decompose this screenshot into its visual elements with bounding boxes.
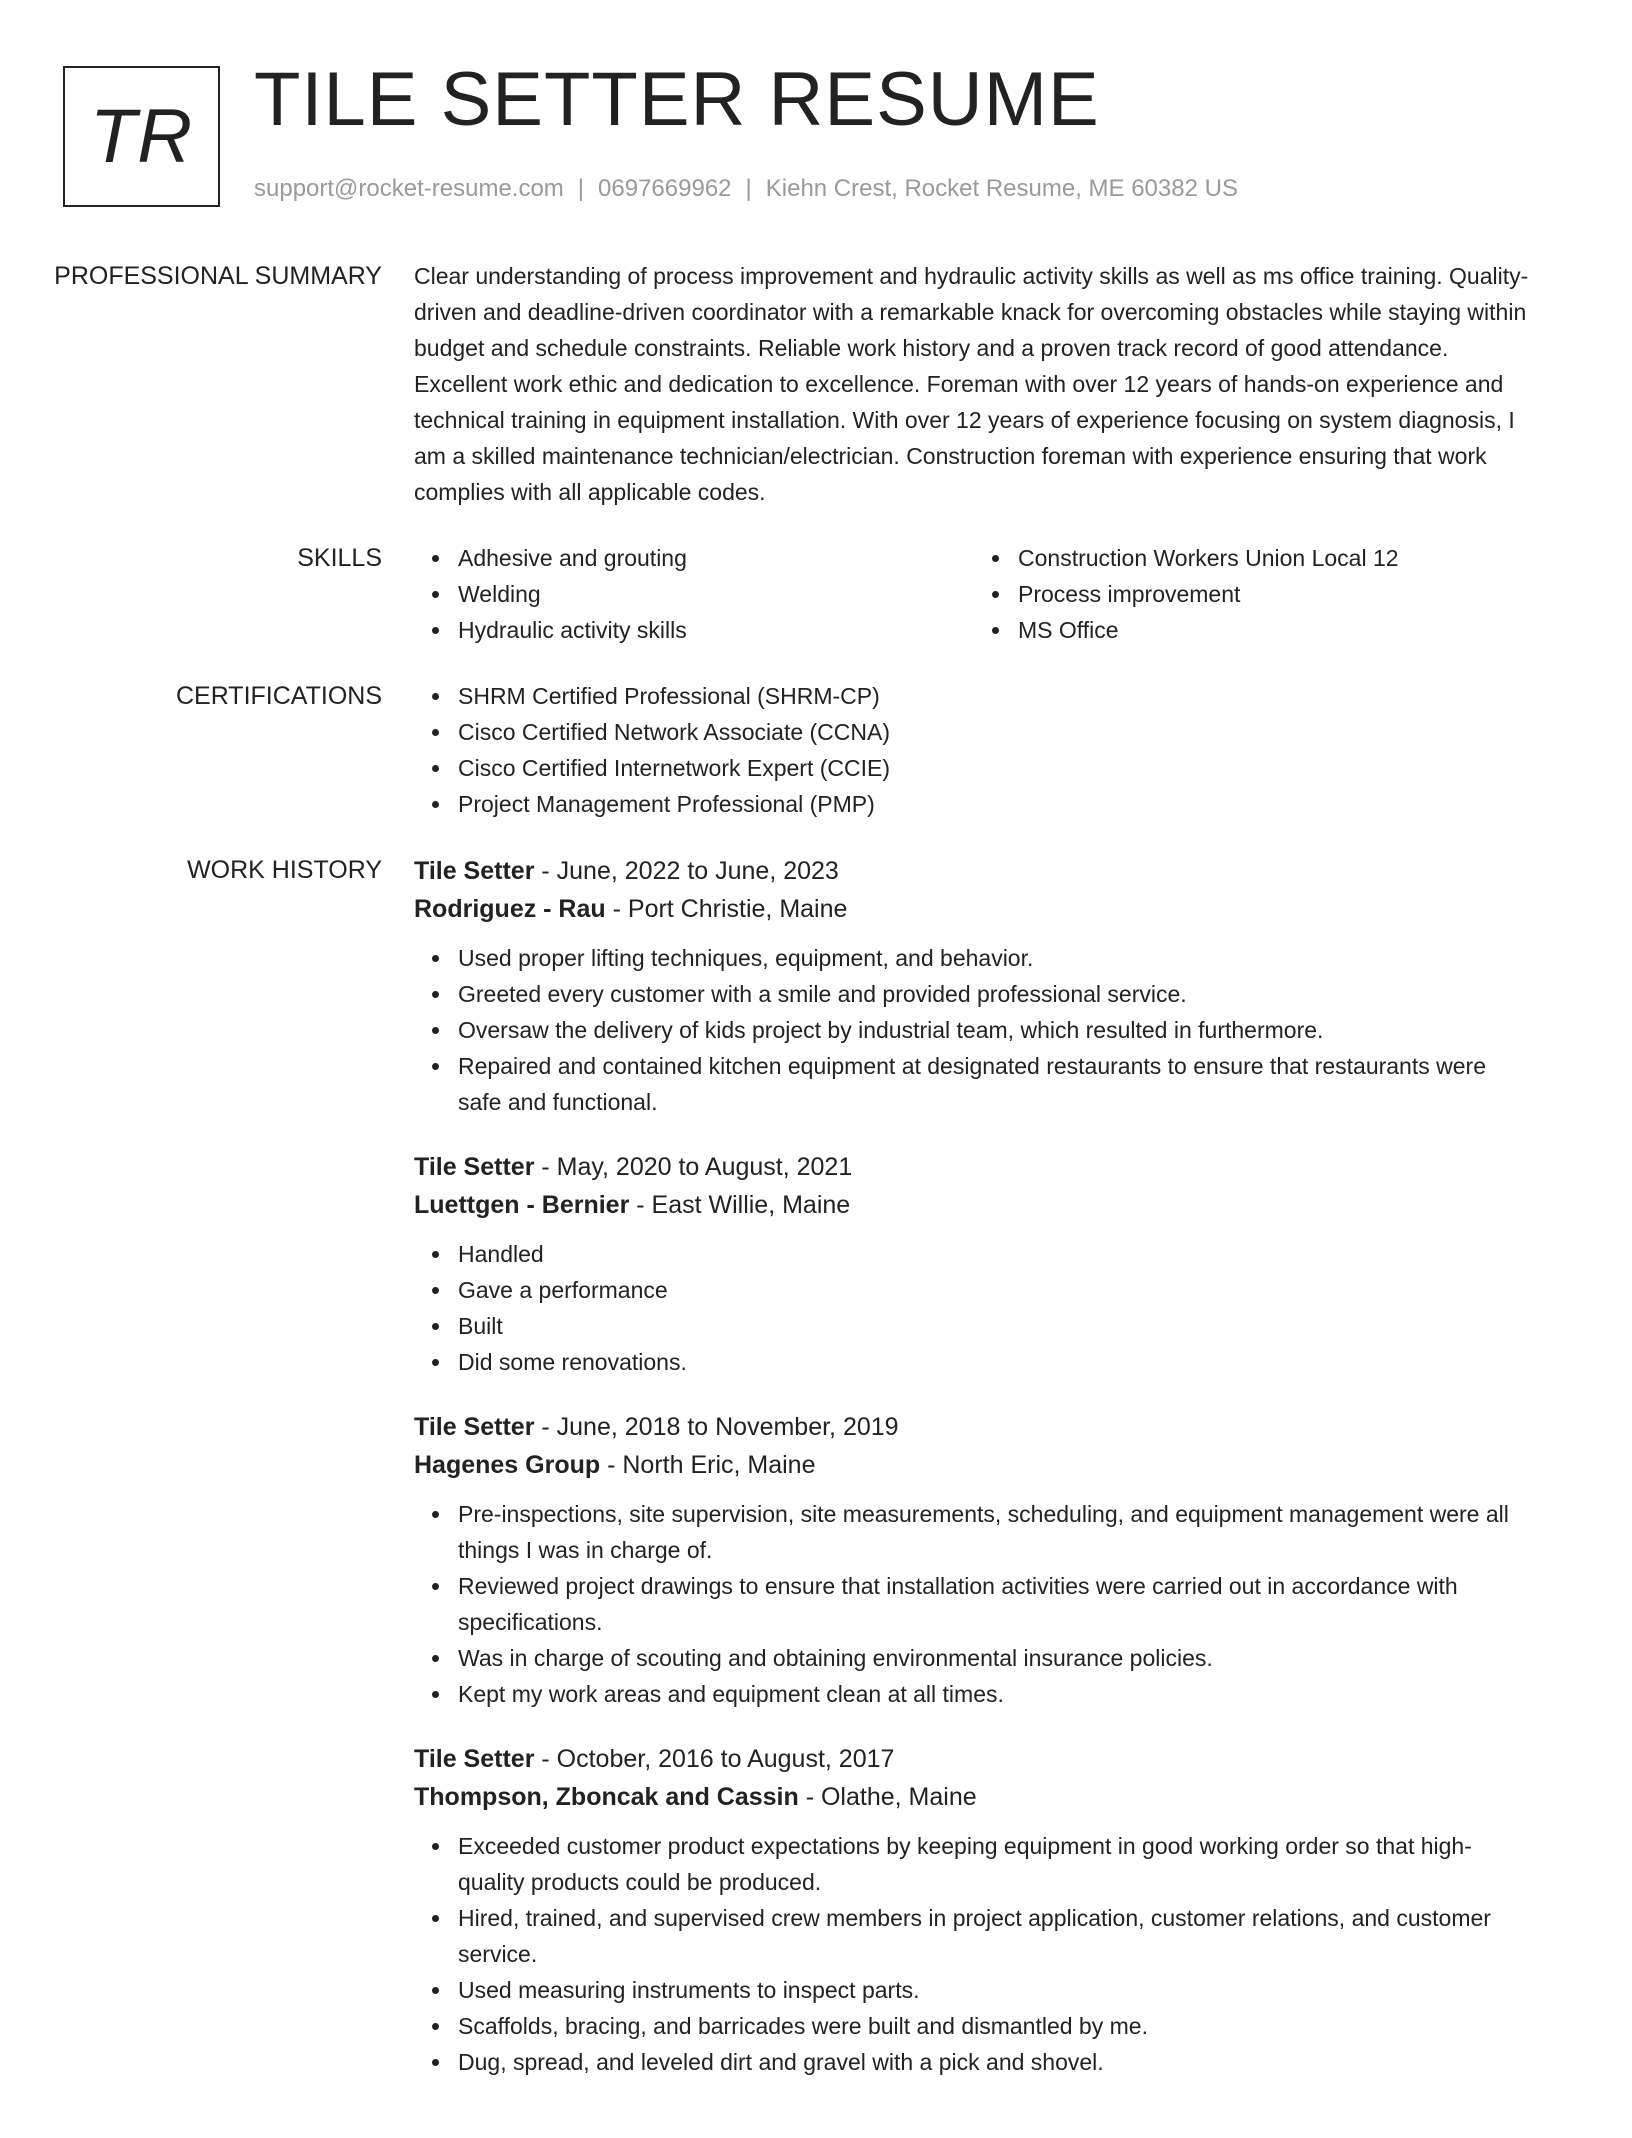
job-bullets [414,940,1534,1120]
job-bullet: Greeted every customer with a smile and provided professional service. [458,976,1534,1012]
job-bullet: Did some renovations. [458,1344,1534,1380]
job-dates: - May, 2020 to August, 2021 [534,1153,853,1181]
skills-grid [414,540,1534,648]
skill-item: MS Office [1018,612,1534,648]
job-company-line [414,890,1534,928]
job-bullet: Built [458,1308,1534,1344]
job-company: Hagenes Group [414,1451,601,1479]
job-dates: - October, 2016 to August, 2017 [534,1745,895,1773]
job-bullet: Dug, spread, and leveled dirt and gravel with a pick and shovel. [458,2044,1534,2080]
job-title-line [414,1408,1534,1446]
job-company: Thompson, Zboncak and Cassin [414,1783,799,1811]
monogram-box [63,66,220,207]
skills-body [414,540,1534,648]
job-company-line [414,1778,1534,1816]
job-dates: - June, 2022 to June, 2023 [534,857,839,885]
resume-content [0,258,1632,2138]
job-bullets [414,1236,1534,1380]
certifications-body [414,678,1534,822]
job-bullets [414,1828,1534,2080]
job-bullet: Used measuring instruments to inspect parts. [458,1972,1534,2008]
skill-item: Hydraulic activity skills [458,612,974,648]
certification-item: Cisco Certified Network Associate (CCNA) [458,714,1534,750]
certification-item: Cisco Certified Internetwork Expert (CCIE) [458,750,1534,786]
skill-item: Adhesive and grouting [458,540,974,576]
job-bullet: Reviewed project drawings to ensure that installation activities were carried out in accordance with specifications. [458,1568,1534,1640]
job-entry [414,852,1534,1120]
contact-separator: | [745,175,752,202]
job-bullet: Gave a performance [458,1272,1534,1308]
job-title: Tile Setter [414,1413,535,1441]
section-summary [0,258,1632,510]
section-skills [0,540,1632,648]
job-bullets [414,1496,1534,1712]
job-bullet: Exceeded customer product expectations by keeping equipment in good working order so that high-quality products could be produced. [458,1828,1534,1900]
job-location: - East Willie, Maine [629,1191,851,1219]
job-entry [414,1740,1534,2080]
job-bullet: Was in charge of scouting and obtaining environmental insurance policies. [458,1640,1534,1676]
work-history-body [414,852,1534,2108]
monogram-initials: TR [89,93,194,179]
section-label-work-history: WORK HISTORY [187,856,382,884]
job-company-line [414,1186,1534,1224]
job-title: Tile Setter [414,1745,535,1773]
section-label-skills: SKILLS [297,544,382,572]
job-bullet: Kept my work areas and equipment clean at all times. [458,1676,1534,1712]
job-bullet: Handled [458,1236,1534,1272]
job-company: Luettgen - Bernier [414,1191,630,1219]
job-title-line [414,1740,1534,1778]
section-certifications [0,678,1632,822]
job-location: - Port Christie, Maine [605,895,848,923]
job-entry [414,1148,1534,1380]
contact-address: Kiehn Crest, Rocket Resume, ME 60382 US [765,175,1238,202]
job-company-line [414,1446,1534,1484]
skill-item: Process improvement [1018,576,1534,612]
skills-list-left [414,540,974,648]
contact-line [254,175,1238,203]
certifications-list [414,678,1534,822]
contact-email: support@rocket-resume.com [254,175,564,202]
job-location: - North Eric, Maine [600,1451,816,1479]
job-bullet: Scaffolds, bracing, and barricades were built and dismantled by me. [458,2008,1534,2044]
skills-list-right [974,540,1534,648]
certification-item: SHRM Certified Professional (SHRM-CP) [458,678,1534,714]
job-bullet: Used proper lifting techniques, equipment, and behavior. [458,940,1534,976]
summary-text: Clear understanding of process improvement and hydraulic activity skills as well as ms office training. Quality-driven and deadline-driven coordinator with a remarkable knack for overcoming obstacles while staying within budget and schedule constraints. Reliable work history and a proven track record of good attendance. Excellent work ethic and dedication to excellence. Foreman with over 12 years of hands-on experience and technical training in equipment installation. With over 12 years of experience focusing on system diagnosis, I am a skilled maintenance technician/electrician. Construction foreman with experience ensuring that work complies with all applicable codes. [414,263,1529,505]
section-label-summary: PROFESSIONAL SUMMARY [54,262,382,290]
job-bullet: Oversaw the delivery of kids project by industrial team, which resulted in furthermore. [458,1012,1534,1048]
skill-item: Construction Workers Union Local 12 [1018,540,1534,576]
job-title: Tile Setter [414,857,535,885]
job-dates: - June, 2018 to November, 2019 [534,1413,899,1441]
summary-body [414,258,1534,510]
job-title-line [414,852,1534,890]
job-title: Tile Setter [414,1153,535,1181]
job-location: - Olathe, Maine [798,1783,977,1811]
contact-separator: | [577,175,585,202]
job-bullet: Hired, trained, and supervised crew members in project application, customer relations, and customer service. [458,1900,1534,1972]
job-bullet: Repaired and contained kitchen equipment at designated restaurants to ensure that restaurants were safe and functional. [458,1048,1534,1120]
job-bullet: Pre-inspections, site supervision, site measurements, scheduling, and equipment management were all things I was in charge of. [458,1496,1534,1568]
job-title-line [414,1148,1534,1186]
section-label-certifications: CERTIFICATIONS [175,682,382,710]
job-entry [414,1408,1534,1712]
skill-item: Welding [458,576,974,612]
resume-title: TILE SETTER RESUME [254,57,1100,142]
certification-item: Project Management Professional (PMP) [458,786,1534,822]
section-work-history [0,852,1632,2108]
contact-phone: 0697669962 [598,175,732,202]
job-company: Rodriguez - Rau [414,895,606,923]
